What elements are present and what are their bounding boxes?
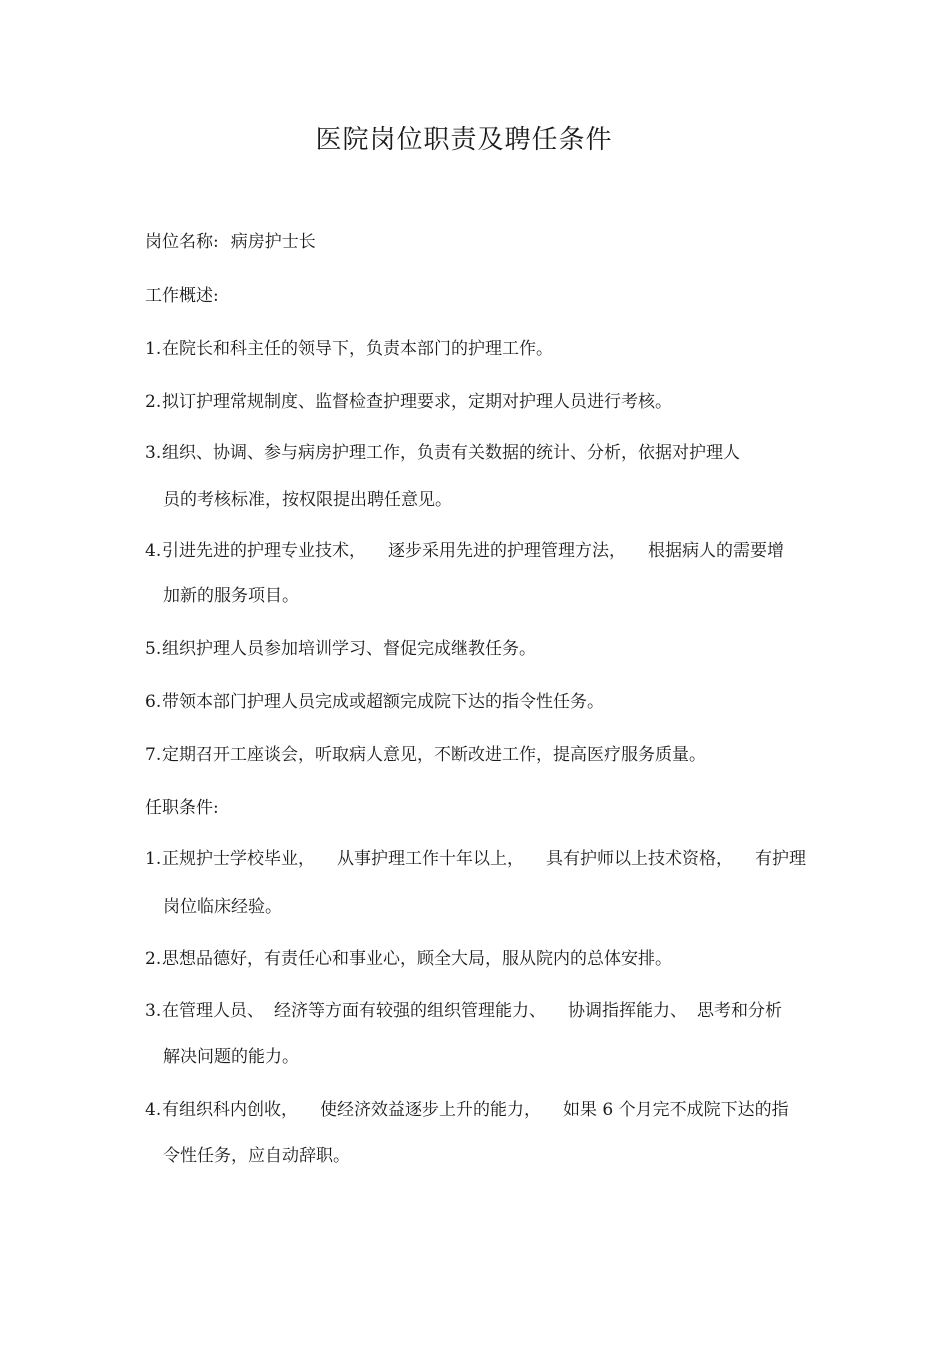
item-text-part: 根据病人的需要增 bbox=[648, 541, 784, 561]
qualification-item bbox=[145, 846, 806, 872]
overview-item bbox=[145, 742, 706, 768]
item-text: 拟订护理常规制度、监督检查护理要求，定期对护理人员进行考核。 bbox=[162, 392, 672, 412]
item-number: 1. bbox=[145, 849, 162, 869]
overview-item-continuation: 员的考核标准，按权限提出聘任意见。 bbox=[163, 490, 452, 510]
item-number: 4. bbox=[145, 541, 162, 561]
item-text-part: 从事护理工作十年以上， bbox=[337, 849, 524, 869]
qualification-item-continuation: 岗位临床经验。 bbox=[163, 897, 282, 917]
item-number: 5. bbox=[145, 639, 162, 659]
item-text: 定期召开工座谈会，听取病人意见，不断改进工作，提高医疗服务质量。 bbox=[162, 745, 706, 765]
qualifications-heading: 任职条件: bbox=[145, 798, 219, 818]
overview-item bbox=[145, 389, 672, 415]
overview-item-continuation: 加新的服务项目。 bbox=[163, 586, 299, 606]
qualification-item-continuation: 令性任务，应自动辞职。 bbox=[163, 1146, 350, 1166]
overview-item bbox=[145, 336, 553, 362]
overview-item bbox=[145, 538, 784, 564]
document-title: 医院岗位职责及聘任条件 bbox=[315, 125, 613, 155]
qualification-item bbox=[145, 946, 672, 972]
item-text-part: 在管理人员、 bbox=[162, 1001, 264, 1021]
item-text-part: 经济等方面有较强的组织管理能力、 bbox=[274, 1001, 546, 1021]
qualification-item bbox=[145, 1097, 789, 1123]
item-text: 思想品德好，有责任心和事业心，顾全大局，服从院内的总体安排。 bbox=[162, 949, 672, 969]
item-number: 2. bbox=[145, 392, 162, 412]
position-value: 病房护士长 bbox=[230, 232, 316, 252]
position-label: 岗位名称: bbox=[145, 232, 219, 252]
item-text-part: 协调指挥能力、 bbox=[568, 1001, 687, 1021]
item-number: 7. bbox=[145, 745, 162, 765]
item-text: 在院长和科主任的领导下，负责本部门的护理工作。 bbox=[162, 339, 553, 359]
item-number: 3. bbox=[145, 443, 162, 463]
item-text-part: 使经济效益逐步上升的能力， bbox=[320, 1100, 541, 1120]
item-text-part: 引进先进的护理专业技术， bbox=[162, 541, 366, 561]
item-text-part: 有组织科内创收， bbox=[162, 1100, 298, 1120]
qualification-item-continuation: 解决问题的能力。 bbox=[163, 1047, 299, 1067]
item-number: 3. bbox=[145, 1001, 162, 1021]
item-number: 4. bbox=[145, 1100, 162, 1120]
item-text-part: 正规护士学校毕业， bbox=[162, 849, 315, 869]
position-line bbox=[145, 229, 316, 255]
item-text-part: 有护理 bbox=[755, 849, 806, 869]
item-text-part: 如果 6 个月完不成院下达的指 bbox=[563, 1100, 789, 1120]
item-number: 1. bbox=[145, 339, 162, 359]
overview-item bbox=[145, 689, 604, 715]
item-text: 组织、协调、参与病房护理工作，负责有关数据的统计、分析，依据对护理人 bbox=[162, 443, 740, 463]
item-text-part: 逐步采用先进的护理管理方法， bbox=[388, 541, 626, 561]
item-text-part: 具有护师以上技术资格， bbox=[546, 849, 733, 869]
overview-item bbox=[145, 440, 740, 466]
overview-heading: 工作概述: bbox=[145, 286, 219, 306]
overview-item bbox=[145, 636, 536, 662]
item-text: 组织护理人员参加培训学习、督促完成继教任务。 bbox=[162, 639, 536, 659]
item-text-part: 思考和分析 bbox=[697, 1001, 782, 1021]
item-text: 带领本部门护理人员完成或超额完成院下达的指令性任务。 bbox=[162, 692, 604, 712]
qualification-item bbox=[145, 998, 782, 1024]
item-number: 2. bbox=[145, 949, 162, 969]
item-number: 6. bbox=[145, 692, 162, 712]
